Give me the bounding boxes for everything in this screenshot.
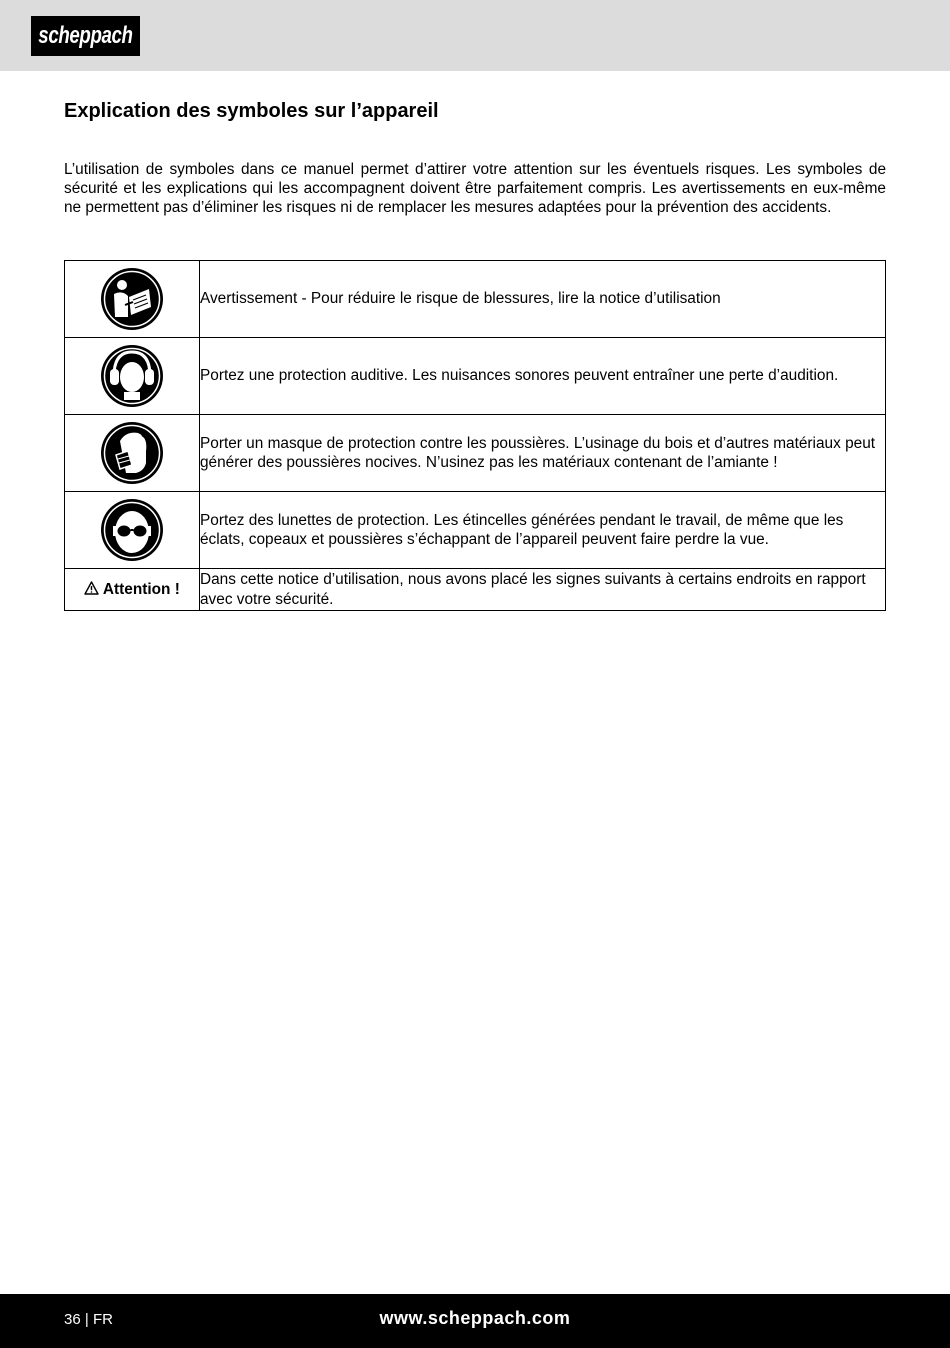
language-code: FR	[92, 1311, 113, 1328]
website-link[interactable]: www.scheppach.com	[379, 1308, 571, 1328]
symbol-cell	[65, 415, 200, 492]
warning-triangle-icon	[84, 581, 99, 595]
table-row	[65, 261, 886, 338]
attention-cell	[65, 569, 200, 611]
footer-bar	[0, 1294, 950, 1348]
ear-protection-icon	[100, 344, 164, 408]
table-row	[65, 492, 886, 569]
read-manual-icon	[100, 267, 164, 331]
table-row	[65, 415, 886, 492]
symbol-cell	[65, 261, 200, 338]
table-row	[65, 338, 886, 415]
page-number-value: 36	[64, 1311, 81, 1328]
brand-logo-text: scheppach	[38, 22, 133, 49]
brand-logo	[31, 16, 140, 56]
attention-description: Dans cette notice d’utilisation, nous avons placé les signes suivants à certains endroits en rapport avec votre sécurité.	[200, 569, 886, 611]
symbols-table	[64, 260, 886, 611]
intro-paragraph: L’utilisation de symboles dans ce manuel permet d’attirer votre attention sur les éventuels risques. Les symboles de sécurité et les explications qui les accompagnent doivent être parfaitement compris. Les avertissements en eux-même ne permettent pas d’éliminer les risques ni de remplacer les mesures adaptées pour la prévention des accidents.	[64, 161, 886, 217]
symbol-cell	[65, 338, 200, 415]
page-separator: |	[84, 1311, 89, 1328]
symbol-description: Avertissement - Pour réduire le risque de blessures, lire la notice d’utilisation	[200, 261, 886, 338]
symbol-description: Portez des lunettes de protection. Les étincelles générées pendant le travail, de même que les éclats, copeaux et poussières s’échappant de l’appareil peuvent faire perdre la vue.	[200, 492, 886, 569]
symbol-cell	[65, 492, 200, 569]
header-bar	[0, 0, 950, 71]
safety-goggles-icon	[100, 498, 164, 562]
symbol-description: Porter un masque de protection contre les poussières. L’usinage du bois et d’autres matériaux peut générer des poussières nocives. N’usinez pas les matériaux contenant de l’amiante !	[200, 415, 886, 492]
table-row	[65, 569, 886, 611]
attention-label: Attention !	[102, 580, 180, 598]
symbol-description: Portez une protection auditive. Les nuisances sonores peuvent entraîner une perte d’audition.	[200, 338, 886, 415]
page-title: Explication des symboles sur l’appareil	[64, 100, 439, 122]
dust-mask-icon	[100, 421, 164, 485]
